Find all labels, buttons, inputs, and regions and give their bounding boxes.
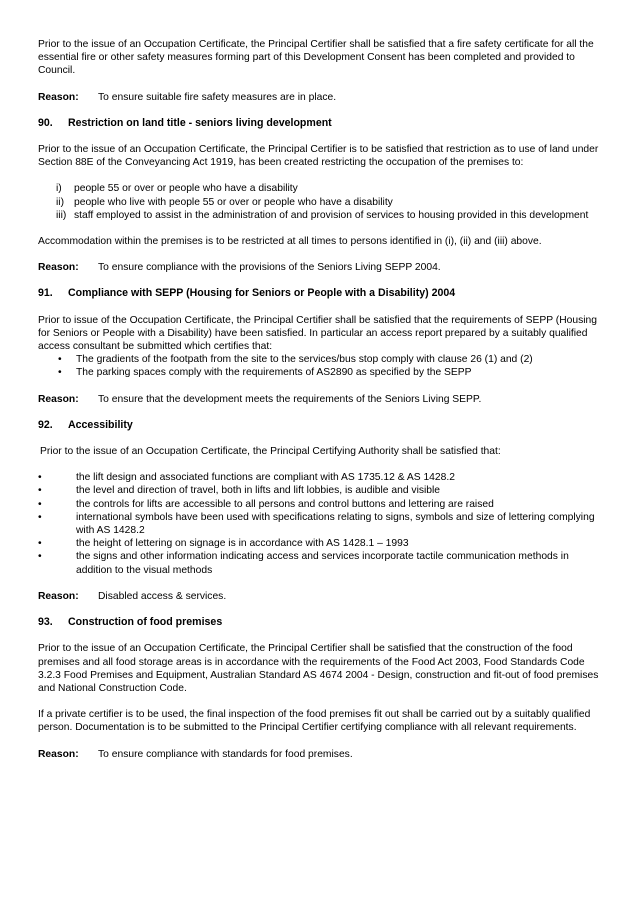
condition-title: Construction of food premises [68, 616, 223, 629]
reason-text: To ensure compliance with the provisions of the Seniors Living SEPP 2004. [98, 262, 441, 274]
condition-title: Restriction on land title - seniors living development [68, 116, 332, 129]
list-item [38, 511, 600, 537]
list-item [38, 550, 600, 576]
bullet-marker: • [38, 498, 42, 510]
condition-91-paragraph: Prior to issue of the Occupation Certificate, the Principal Certifier shall be satisfied that the requirements of SEPP (Housing for Seniors or People with a Disability) have been satisfied. In particular an access report prepared by a suitably qualified access consultant be submitted which certifies that: [38, 314, 597, 353]
list-item-text: the lift design and associated functions are compliant with AS 1735.12 & AS 1428.2 [76, 472, 455, 484]
list-item-text: The parking spaces comply with the requirements of AS2890 as specified by the SEPP [76, 367, 472, 379]
list-item-text: staff employed to assist in the administration of and provision of services to housing provided in this development [74, 209, 589, 221]
bullet-marker: • [38, 551, 42, 563]
list-marker: i) [56, 183, 62, 195]
condition-93-reason [38, 748, 600, 761]
condition-number: 93. [38, 616, 53, 629]
list-item-text: people 55 or over or people who have a disability [74, 183, 298, 195]
condition-90-list [38, 182, 600, 222]
list-item [38, 484, 600, 497]
list-item-text: the level and direction of travel, both in lifts and lift lobbies, is audible and visible [76, 485, 441, 497]
condition-91-reason [38, 393, 600, 406]
bullet-marker: • [38, 511, 42, 523]
reason-label: Reason: [38, 262, 79, 274]
list-item [38, 471, 600, 484]
condition-92-reason [38, 590, 600, 603]
condition-90-paragraph: Prior to the issue of an Occupation Certificate, the Principal Certifier is to be satisfied that restriction as to use of land under Section 88E of the Conveyancing Act 1919, has been created restricting the occupation of the premises to: [38, 144, 599, 169]
list-item-text: people who live with people 55 or over or people who have a disability [74, 196, 393, 208]
list-item-text: The gradients of the footpath from the site to the services/bus stop comply with clause 26 (1) and (2) [76, 354, 533, 366]
reason-label: Reason: [38, 748, 79, 760]
bullet-marker: • [38, 485, 42, 497]
condition-number: 91. [38, 287, 53, 300]
condition-92-paragraph: Prior to the issue of an Occupation Certificate, the Principal Certifying Authority shall be satisfied that: [40, 446, 501, 458]
condition-92-list [38, 471, 600, 577]
condition-93-paragraph-2: If a private certifier is to be used, the final inspection of the food premises fit out shall be carried out by a suitably qualified person. Documentation is to be submitted to the Principal Certifier certifying compliance with all relevant requirements. [38, 709, 591, 734]
condition-number: 90. [38, 116, 53, 129]
list-item-text: the height of lettering on signage is in accordance with AS 1428.1 – 1993 [76, 538, 409, 550]
intro-paragraph: Prior to the issue of an Occupation Certificate, the Principal Certifier shall be satisfied that a fire safety certificate for all the essential fire or other safety measures forming part of this Development Consent has been completed and provided to Council. [38, 39, 594, 77]
list-item [38, 537, 600, 550]
bullet-marker: • [58, 367, 62, 379]
list-item-text: the signs and other information indicating access and services incorporate tactile communication methods in addition to the visual methods [76, 551, 569, 576]
list-item [38, 498, 600, 511]
list-marker: ii) [56, 196, 65, 208]
list-marker: iii) [56, 209, 67, 221]
condition-title: Accessibility [68, 418, 133, 431]
bullet-marker: • [38, 472, 42, 484]
list-item [38, 353, 600, 366]
condition-93-paragraph: Prior to the issue of an Occupation Certificate, the Principal Certifier shall be satisfied that the construction of the food premises and all food storage areas is in accordance with the requirements of the Food Act 2003, Food Standards Code 3.2.3 Food Premises and Equipment, Australian Standard AS 4674 2004 - Design, construction and fit-out of food premises and National Construction Code. [38, 643, 599, 694]
reason-label: Reason: [38, 91, 79, 103]
reason-text: To ensure compliance with standards for food premises. [98, 748, 353, 760]
list-item-text: international symbols have been used with specifications relating to signs, symbols and size of lettering complying with AS 1428.2 [76, 511, 595, 537]
bullet-marker: • [58, 354, 62, 366]
condition-92-heading [38, 419, 600, 432]
condition-91-heading [38, 287, 600, 300]
reason-text: To ensure that the development meets the requirements of the Seniors Living SEPP. [98, 393, 482, 405]
list-item [38, 182, 600, 195]
condition-number: 92. [38, 418, 53, 431]
condition-90-paragraph-2: Accommodation within the premises is to be restricted at all times to persons identified in (i), (ii) and (iii) above. [38, 236, 542, 248]
list-item [38, 196, 600, 209]
intro-reason [38, 91, 600, 104]
bullet-marker: • [38, 538, 42, 550]
list-item [38, 366, 600, 379]
reason-label: Reason: [38, 590, 79, 602]
condition-91-list [38, 353, 600, 379]
reason-text: To ensure suitable fire safety measures are in place. [98, 91, 337, 103]
condition-90-heading [38, 117, 600, 130]
reason-text: Disabled access & services. [98, 590, 227, 602]
list-item [38, 209, 600, 222]
list-item-text: the controls for lifts are accessible to all persons and control buttons and lettering are raised [76, 498, 494, 510]
condition-90-reason [38, 261, 600, 274]
condition-93-heading [38, 616, 600, 629]
condition-title: Compliance with SEPP (Housing for Seniors or People with a Disability) 2004 [68, 287, 456, 300]
reason-label: Reason: [38, 393, 79, 405]
